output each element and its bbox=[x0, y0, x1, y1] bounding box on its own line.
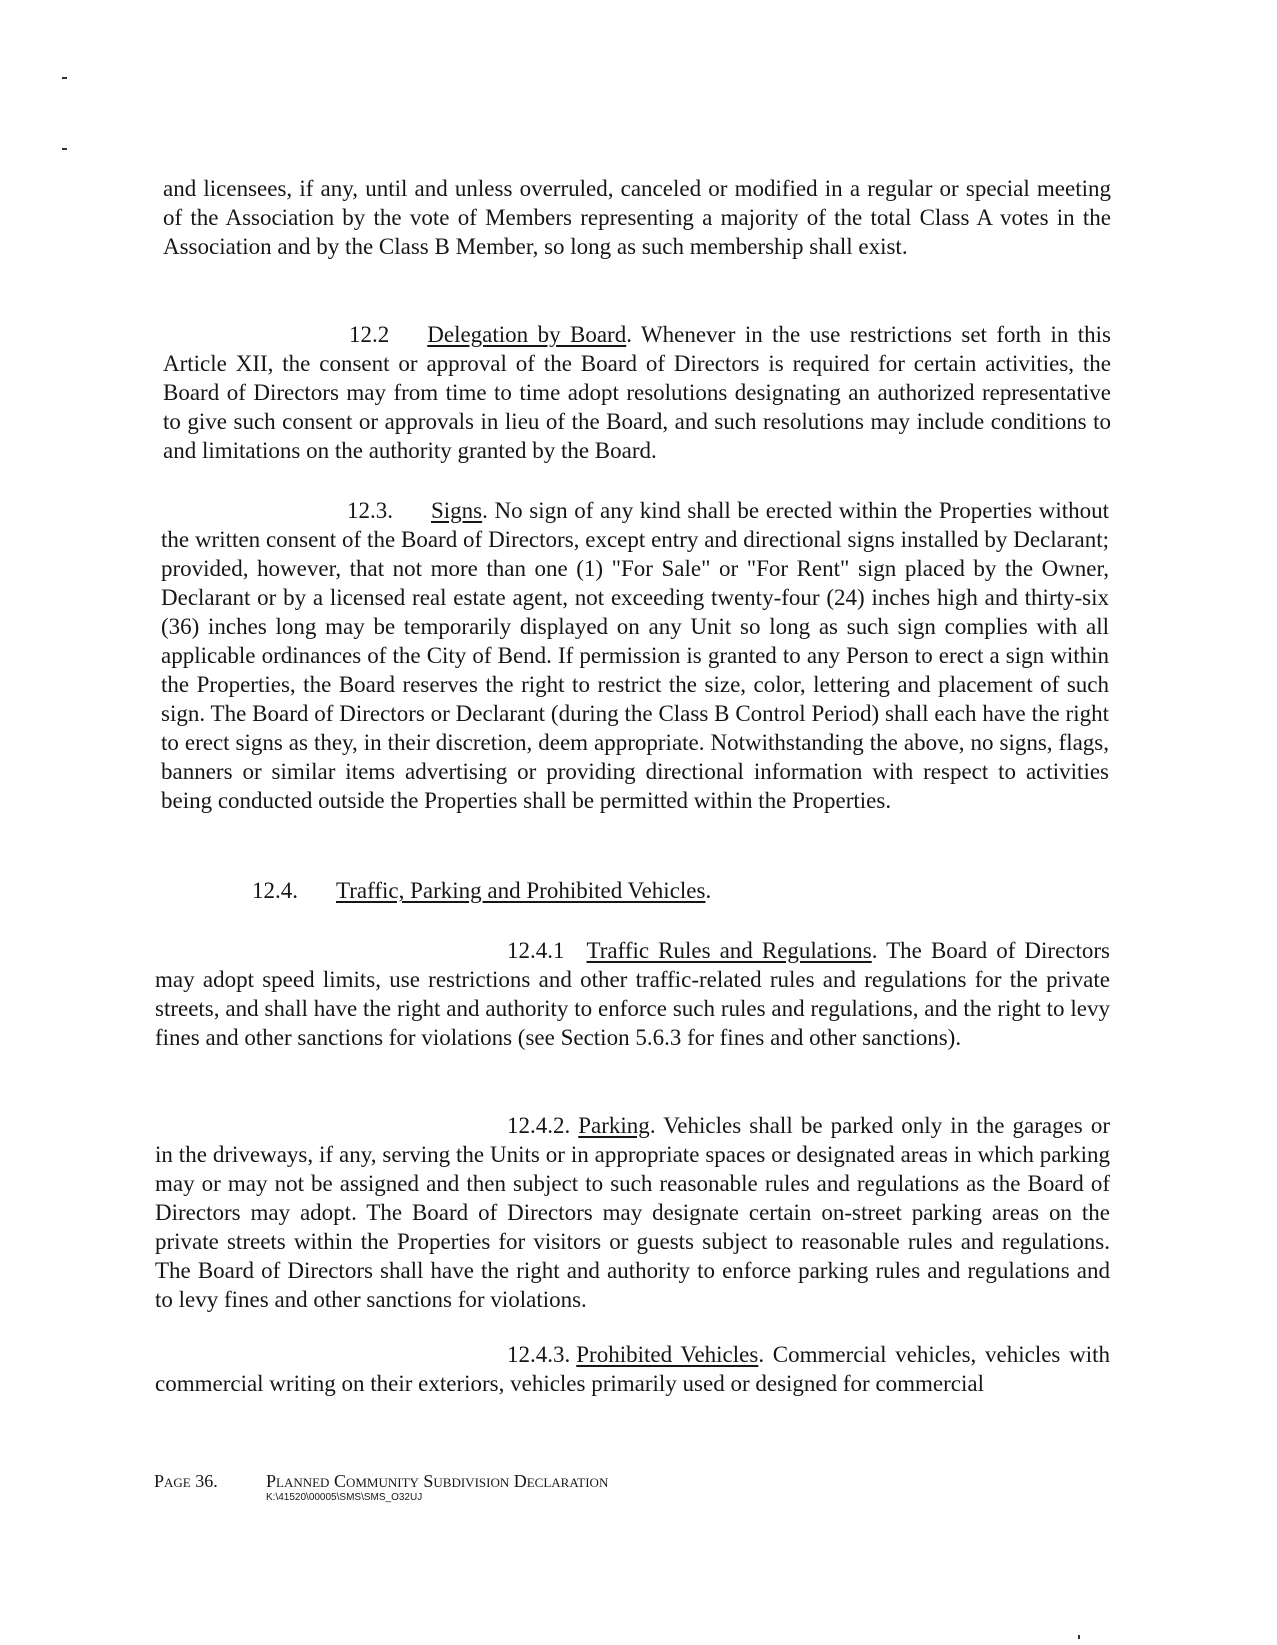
section-12-3 bbox=[161, 496, 1109, 815]
scan-mark bbox=[62, 77, 67, 79]
section-12-4-1 bbox=[155, 936, 1110, 1052]
section-number: 12.2 bbox=[349, 322, 390, 347]
scan-mark bbox=[62, 148, 67, 150]
section-heading: Parking bbox=[578, 1113, 650, 1138]
section-number: 12.4.2. bbox=[507, 1113, 571, 1138]
section-body: . Vehicles shall be parked only in the garages or in the driveways, if any, serving the Units or in appropriate spaces or designated areas in which parking may or may not be assigned and then subject to such reasonable rules and regulations as the Board of Directors may adopt. The Board of Directors may designate certain on-street parking areas on the private streets within the Properties for visitors or guests subject to reasonable rules and regulations. The Board of Directors shall have the right and authority to enforce parking rules and regulations and to levy fines and other sanctions for violations. bbox=[155, 1113, 1110, 1312]
section-number: 12.4.1 bbox=[507, 938, 565, 963]
section-heading: Traffic Rules and Regulations bbox=[586, 938, 872, 963]
section-body: . No sign of any kind shall be erected within the Properties without the written consent of the Board of Directors, except entry and directional signs installed by Declarant; provided, however, that not more than one (1) "For Sale" or "For Rent" sign placed by the Owner, Declarant or by a licensed real estate agent, not exceeding twenty-four (24) inches high and thirty-six (36) inches long may be temporarily displayed on any Unit so long as such sign complies with all applicable ordinances of the City of Bend. If permission is granted to any Person to erect a sign within the Properties, the Board reserves the right to restrict the size, color, lettering and placement of such sign. The Board of Directors or Declarant (during the Class B Control Period) shall each have the right to erect signs as they, in their discretion, deem appropriate. Notwithstanding the above, no signs, flags, banners or similar items advertising or providing directional information with respect to activities being conducted outside the Properties shall be permitted within the Properties. bbox=[161, 498, 1109, 813]
section-body: . The Board of Directors may adopt speed limits, use restrictions and other traffic-related rules and regulations for the private streets, and shall have the right and authority to enforce such rules and regulations, and the right to levy fines and other sanctions for violations (see Section 5.6.3 for fines and other sanctions). bbox=[155, 938, 1110, 1050]
section-heading: Traffic, Parking and Prohibited Vehicles bbox=[336, 878, 706, 903]
section-12-2 bbox=[163, 320, 1111, 465]
document-title: Planned Community Subdivision Declaration bbox=[266, 1471, 609, 1491]
section-number: 12.4. bbox=[252, 878, 298, 903]
page-number: Page 36. bbox=[154, 1471, 218, 1491]
section-heading: Signs bbox=[431, 498, 483, 523]
section-heading-tail: . bbox=[705, 878, 712, 903]
section-12-4-3 bbox=[155, 1340, 1110, 1398]
section-number: 12.3. bbox=[347, 498, 393, 523]
scan-mark bbox=[1078, 1635, 1080, 1639]
section-number: 12.4.3. bbox=[507, 1342, 571, 1367]
section-heading: Prohibited Vehicles bbox=[576, 1342, 759, 1367]
section-body: . Whenever in the use restrictions set forth in this Article XII, the consent or approval of the Board of Directors is required for certain activities, the Board of Directors may from time to time adopt resolutions designating an authorized representative to give such consent or approvals in lieu of the Board, and such resolutions may include conditions to and limitations on the authority granted by the Board. bbox=[163, 322, 1111, 463]
section-heading: Delegation by Board bbox=[427, 322, 627, 347]
section-12-4-2 bbox=[155, 1111, 1110, 1314]
section-12-4 bbox=[252, 876, 952, 905]
section-body: . Commercial vehicles, vehicles with commercial writing on their exteriors, vehicles primarily used or designed for commercial bbox=[155, 1342, 1110, 1396]
file-path: K:\41520\00005\SMS\SMS_O32UJ bbox=[266, 1492, 423, 1503]
page-footer bbox=[154, 1470, 608, 1504]
paragraph-continuation: and licensees, if any, until and unless overruled, canceled or modified in a regular or special meeting of the Association by the vote of Members representing a majority of the total Class A votes in the Association and by the Class B Member, so long as such membership shall exist. bbox=[163, 176, 1111, 259]
